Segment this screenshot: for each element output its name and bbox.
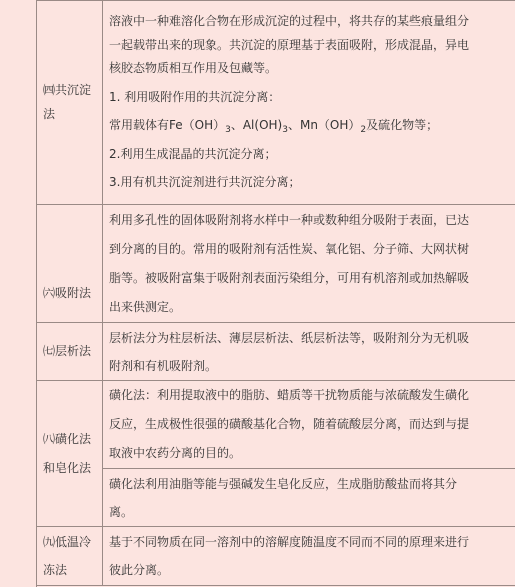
description-line: 脂等。被吸附富集于吸附剂表面污染组分，可用有机溶剂或加热解吸 <box>109 270 470 285</box>
method-name: ㈧磺化法 <box>43 431 92 446</box>
table-row <box>37 1 515 205</box>
description-line-formula: 常用载体有$Fe(OH)_3$、$Al(OH)_3$、$Mn(OH)_2$及硫化物等； <box>109 118 439 136</box>
method-description <box>103 1 515 205</box>
method-name: ㈦层析法 <box>43 343 92 358</box>
description-line: 利用多孔性的固体吸附剂将水样中一种或数种组分吸附于表面，已达 <box>109 212 470 227</box>
method-name: ㈣共沉淀 <box>43 83 92 97</box>
description-line: 彼此分离。 <box>109 563 170 577</box>
left-margin-column <box>0 0 37 587</box>
method-name: ㈥吸附法 <box>43 285 92 300</box>
method-name-cell <box>37 205 103 323</box>
method-name-cell <box>37 323 103 381</box>
description-line: 基于不同物质在同一溶剂中的溶解度随温度不同而不同的原理来进行 <box>109 535 470 549</box>
description-line: 一起载带出来的现象。共沉淀的原理基于表面吸附，形成混晶，异电 <box>109 37 470 52</box>
method-description <box>103 205 515 323</box>
method-description <box>103 323 515 381</box>
description-line: 核胶态物质相互作用及包藏等。 <box>109 61 278 76</box>
description-line: 1. 利用吸附作用的共沉淀分离： <box>109 89 281 104</box>
description-line: 出来供测定。 <box>109 299 182 314</box>
table-row <box>37 323 515 381</box>
table-row <box>37 205 515 323</box>
method-name-cell <box>37 527 103 586</box>
method-name: 冻法 <box>43 563 68 577</box>
method-description <box>103 527 515 586</box>
table-row <box>37 527 515 586</box>
method-name-cell <box>37 1 103 205</box>
description-line: 附剂和有机吸附剂。 <box>109 358 218 373</box>
description-line: 溶液中一种难溶化合物在形成沉淀的过程中，将共存的某些痕量组分 <box>109 14 470 29</box>
method-name: 和皂化法 <box>43 460 92 475</box>
description-line: 反应，生成极性很强的磺酸基化合物，随着硫酸层分离，而达到与提 <box>109 417 470 431</box>
method-description <box>103 381 515 469</box>
method-name: ㈨低温冷 <box>43 535 92 549</box>
description-line: 磺化法：利用提取液中的脂肪、蜡质等干扰物质能与浓硫酸发生磺化 <box>109 388 470 402</box>
description-line: 2.利用生成混晶的共沉淀分离； <box>109 146 277 161</box>
table-row <box>37 381 515 469</box>
method-name: 法 <box>43 106 56 121</box>
table-row <box>37 469 515 527</box>
method-description <box>103 469 515 527</box>
description-line: 取液中农药分离的目的。 <box>109 446 242 460</box>
description-line: 到分离的目的。常用的吸附剂有活性炭、氧化铝、分子筛、大网状树 <box>109 241 470 256</box>
description-line: 层析法分为柱层析法、薄层层析法、纸层析法等，吸附剂分为无机吸 <box>109 330 470 345</box>
description-line: 3.用有机共沉淀剂进行共沉淀分离； <box>109 175 301 190</box>
description-line: 离。 <box>109 504 134 519</box>
method-table <box>36 0 515 586</box>
method-name-cell <box>37 381 103 527</box>
description-line: 磺化法利用油脂等能与强碱发生皂化反应，生成脂肪酸盐而将其分 <box>109 476 458 491</box>
